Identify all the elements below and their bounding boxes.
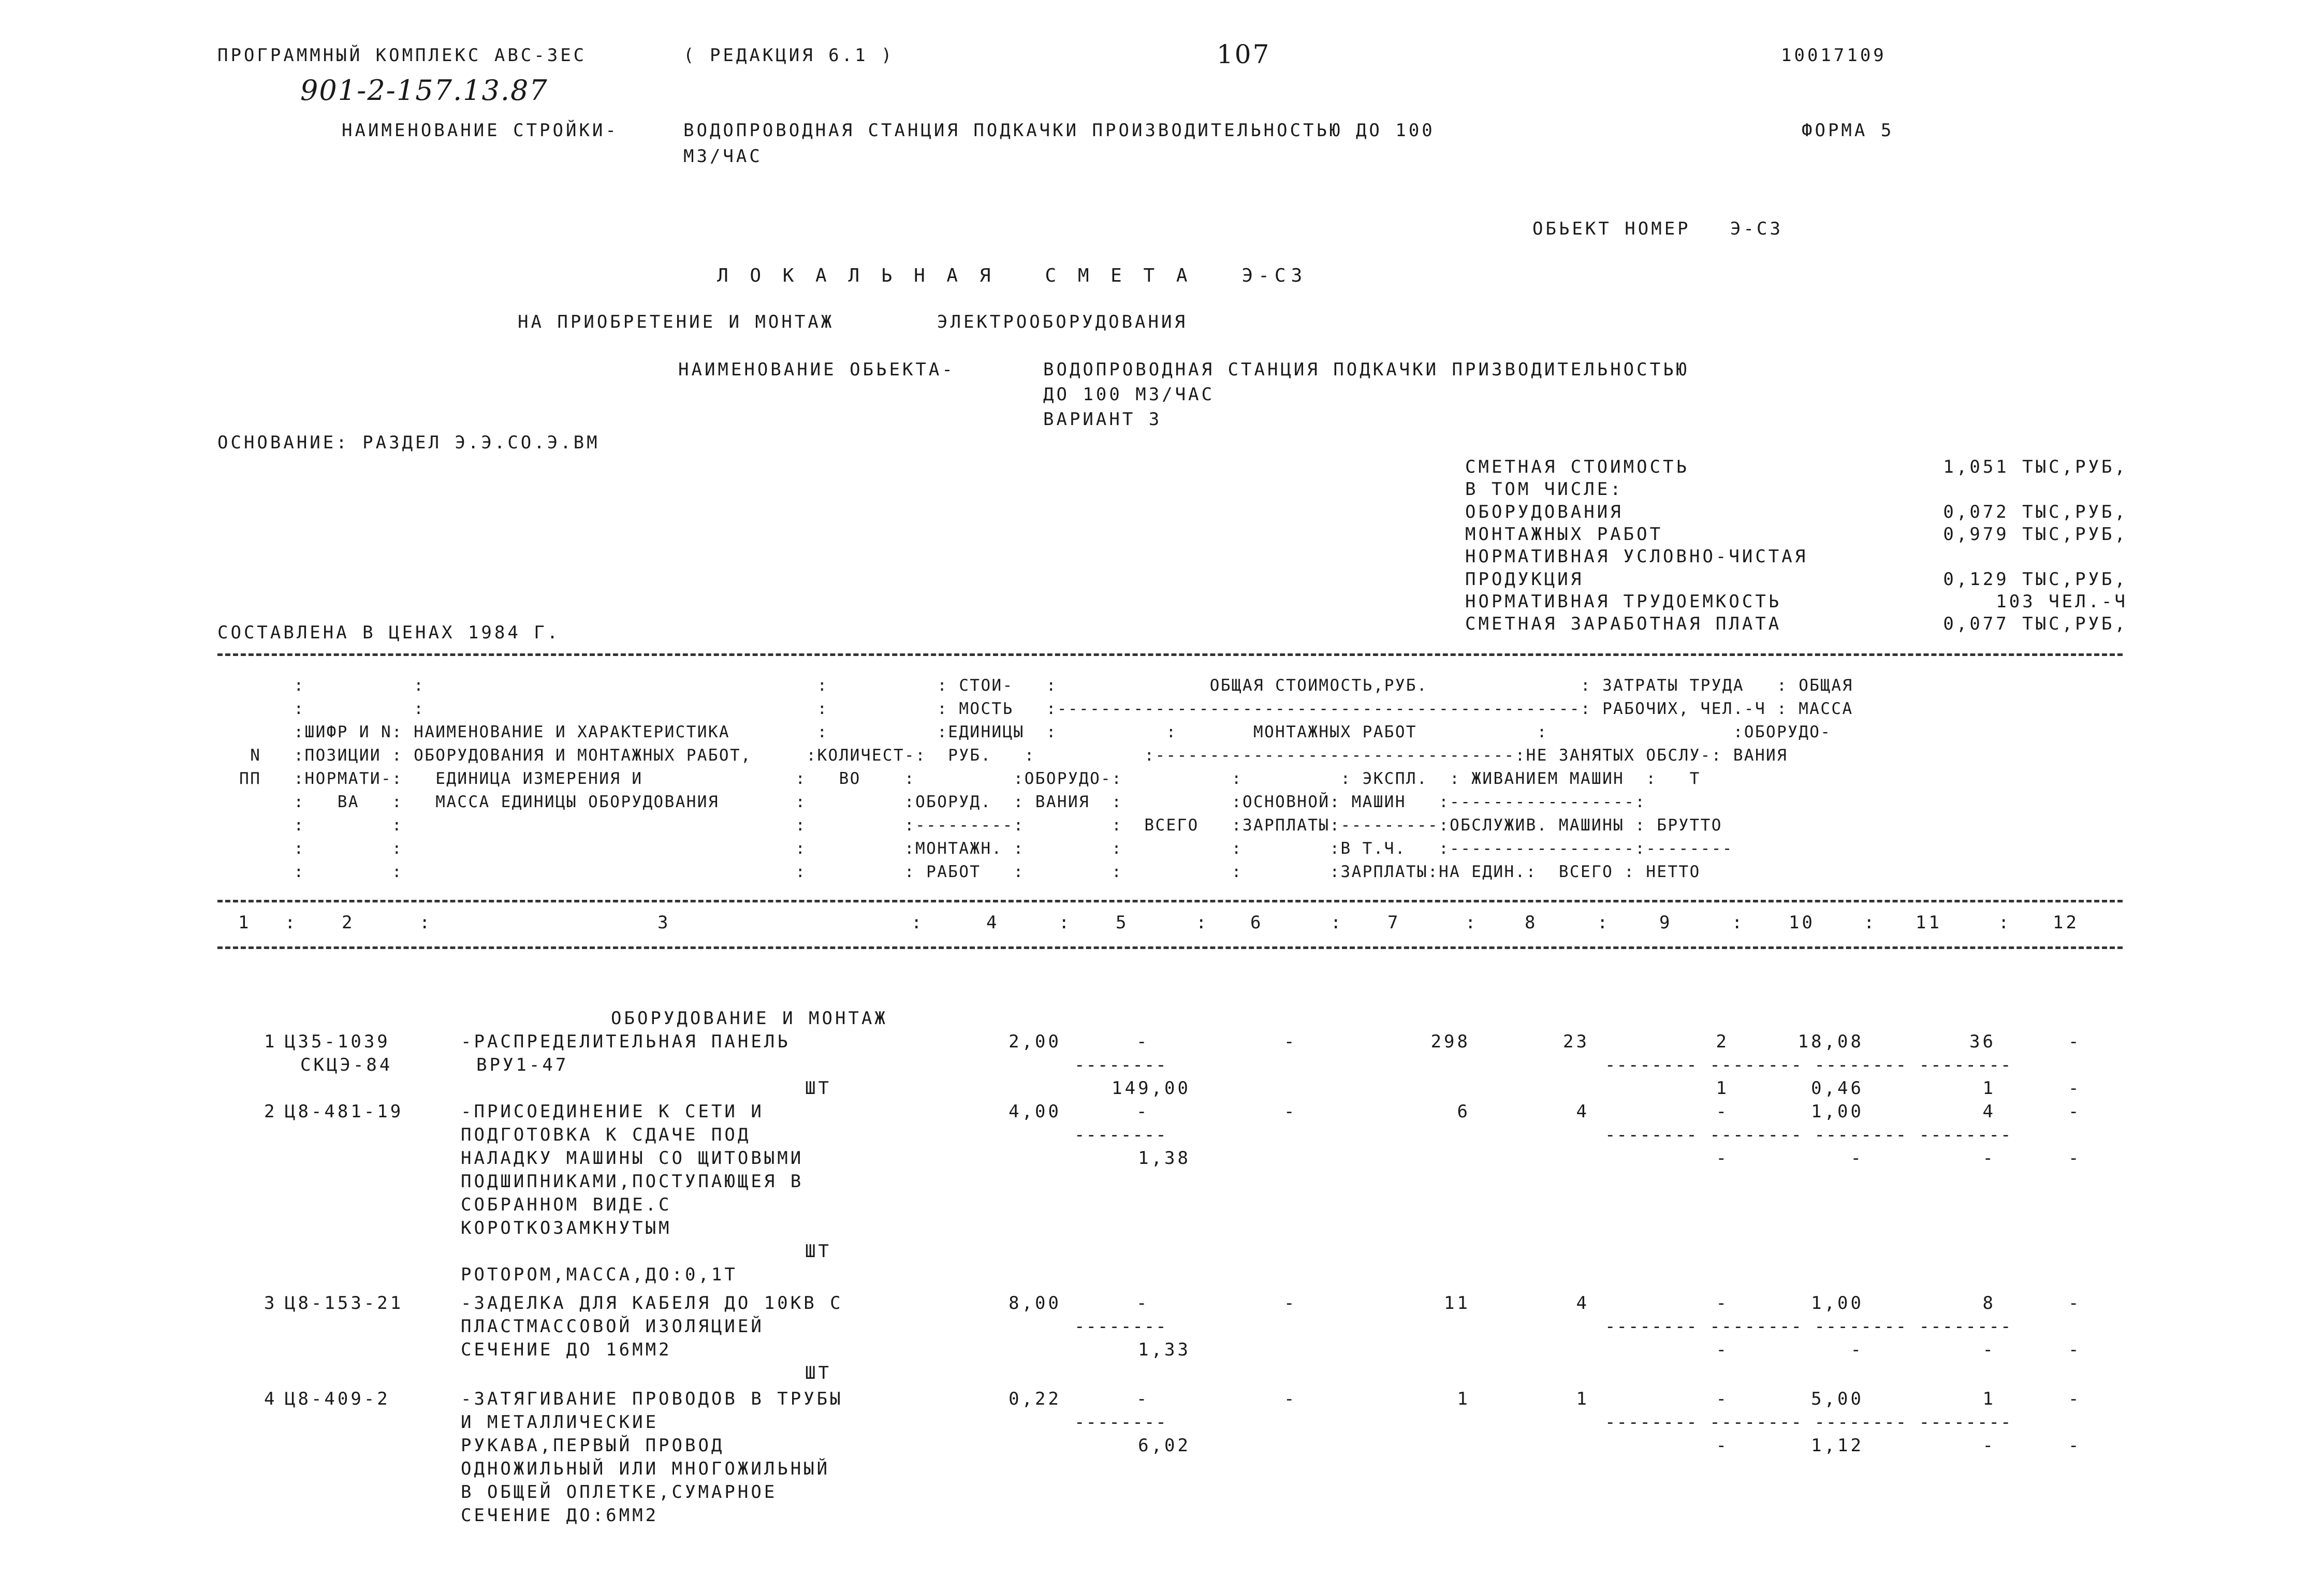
row-name-line: ОДНОЖИЛЬНЫЙ ИЛИ МНОГОЖИЛЬНЫЙ — [461, 1458, 830, 1479]
row-machine-wage: - — [1716, 1148, 1729, 1169]
row-code: Ц8-153-21 — [285, 1293, 404, 1314]
row-price-installation: 149,00 — [1112, 1078, 1191, 1099]
column-number: 1 — [238, 912, 252, 933]
row-name-line: -РАСПРЕДЕЛИТЕЛЬНАЯ ПАНЕЛЬ — [461, 1031, 791, 1052]
row-equipment-cost: - — [1284, 1101, 1297, 1122]
row-labor-total: 4 — [1982, 1101, 1996, 1122]
row-name-line: СЕЧЕНИЕ ДО 16ММ2 — [461, 1339, 672, 1360]
table-top-rule — [217, 653, 2123, 656]
row-name-line: ПЛАСТМАССОВОЙ ИЗОЛЯЦИЕЙ — [461, 1316, 764, 1337]
column-numbers-rule — [217, 946, 2123, 949]
row-machine-cost: - — [1716, 1389, 1729, 1409]
cell-divider: -------- — [1074, 1055, 1167, 1075]
row-total: 6 — [1457, 1101, 1470, 1122]
row-machine-labor-total: 1 — [1982, 1078, 1996, 1099]
row-machine-wage: - — [1716, 1339, 1729, 1360]
cell-divider: -------- -------- -------- -------- — [1605, 1316, 2012, 1337]
column-number: 5 — [1116, 912, 1129, 933]
row-mass-net: - — [2068, 1078, 2082, 1099]
summary-label: НОРМАТИВНАЯ УСЛОВНО-ЧИСТАЯ — [1465, 546, 1808, 567]
row-labor-total: 8 — [1982, 1293, 1996, 1314]
row-machine-labor-total: - — [1982, 1339, 1996, 1360]
column-separator: : — [1998, 912, 2012, 933]
row-equipment-cost: - — [1284, 1031, 1297, 1052]
row-name-line: ПОДШИПНИКАМИ,ПОСТУПАЮЩЕЯ В — [461, 1171, 804, 1192]
row-name-line: ВРУ1-47 — [476, 1055, 569, 1075]
row-name-line: -ЗАТЯГИВАНИЕ ПРОВОДОВ В ТРУБЫ — [461, 1389, 843, 1409]
form-number: ФОРМА 5 — [1802, 120, 1894, 141]
row-name-line: РУКАВА,ПЕРВЫЙ ПРОВОД — [461, 1435, 725, 1456]
column-separator: : — [285, 912, 298, 933]
column-number: 12 — [2053, 912, 2079, 933]
row-unit: ШТ — [805, 1241, 831, 1262]
table-header — [217, 674, 1853, 884]
row-mass-gross: - — [2068, 1101, 2082, 1122]
header-line: ПП :НОРМАТИ-: ЕДИНИЦА ИЗМЕРЕНИЯ И : ВО : :ОБОРУДО-: : : ЭКСПЛ. : ЖИВАНИЕМ МАШИН : Т — [217, 769, 1701, 788]
row-mass-net: - — [2068, 1148, 2082, 1169]
subtitle-type: ЭЛЕКТРООБОРУДОВАНИЯ — [937, 312, 1188, 332]
header-line: : : : : МОСТЬ :------------------------------------------------: РАБОЧИХ, ЧЕЛ.-Ч : МАССА — [217, 699, 1853, 718]
row-machine-cost: - — [1716, 1101, 1729, 1122]
column-separator: : — [911, 912, 925, 933]
subtitle-purpose: НА ПРИОБРЕТЕНИЕ И МОНТАЖ — [518, 312, 835, 332]
column-separator: : — [1059, 912, 1072, 933]
row-code: Ц35-1039 — [285, 1031, 390, 1052]
row-price-installation: 6,02 — [1138, 1435, 1191, 1456]
column-separator: : — [1597, 912, 1611, 933]
cell-divider: -------- — [1074, 1125, 1167, 1145]
estimate-title: Л О К А Л Ь Н А Я С М Е Т А Э-С3 — [717, 265, 1308, 286]
row-total: 298 — [1430, 1031, 1470, 1052]
summary-label: СМЕТНАЯ ЗАРАБОТНАЯ ПЛАТА — [1465, 614, 1782, 634]
row-mass-gross: - — [2068, 1293, 2082, 1314]
summary-label: ПРОДУКЦИЯ — [1465, 569, 1584, 590]
object-name-3: ВАРИАНТ 3 — [1043, 409, 1162, 430]
column-separator: : — [1196, 912, 1209, 933]
row-mass-net: - — [2068, 1435, 2082, 1456]
row-machine-labor-unit: - — [1850, 1148, 1864, 1169]
row-mass-gross: - — [2068, 1031, 2082, 1052]
summary-value: 0,077 ТЫС,РУБ, — [1943, 614, 2128, 634]
header-line: : : : :МОНТАЖН. : : : :В Т.Ч. :-----------------:-------- — [217, 839, 1733, 858]
row-name-line: СОБРАННОМ ВИДЕ.С — [461, 1194, 672, 1215]
row-base-wage: 23 — [1563, 1031, 1589, 1052]
summary-label: МОНТАЖНЫХ РАБОТ — [1465, 524, 1663, 545]
row-machine-labor-total: - — [1982, 1148, 1996, 1169]
row-code-2: СКЦЭ-84 — [300, 1055, 393, 1075]
page-number: 107 — [1217, 39, 1271, 69]
row-name-line: -ПРИСОЕДИНЕНИЕ К СЕТИ И — [461, 1101, 764, 1122]
column-number: 4 — [986, 912, 1000, 933]
section-title: ОБОРУДОВАНИЕ И МОНТАЖ — [611, 1008, 888, 1029]
summary-value: 103 ЧЕЛ.-Ч — [1996, 591, 2128, 612]
row-labor-unit: 1,00 — [1811, 1293, 1864, 1314]
construction-name-2: М3/ЧАС — [683, 146, 763, 167]
header-line: : : : : СТОИ- : ОБЩАЯ СТОИМОСТЬ,РУБ. : ЗАТРАТЫ ТРУДА : ОБЩАЯ — [217, 676, 1853, 695]
row-machine-labor-unit: 0,46 — [1811, 1078, 1864, 1099]
row-machine-cost: 2 — [1716, 1031, 1729, 1052]
row-price-installation: 1,33 — [1138, 1339, 1191, 1360]
row-labor-total: 36 — [1969, 1031, 1996, 1052]
row-total: 11 — [1444, 1293, 1470, 1314]
column-number: 11 — [1916, 912, 1942, 933]
row-unit: ШТ — [805, 1363, 831, 1383]
row-name-line: РОТОРОМ,МАССА,ДО:0,1Т — [461, 1264, 738, 1285]
summary-value: 1,051 ТЫС,РУБ, — [1943, 457, 2128, 477]
row-price-equipment: - — [1136, 1293, 1150, 1314]
row-quantity: 2,00 — [1008, 1031, 1061, 1052]
object-label: НАИМЕНОВАНИЕ ОБЬЕКТА- — [678, 359, 955, 380]
row-code: Ц8-409-2 — [285, 1389, 390, 1409]
header-bottom-rule — [217, 900, 2123, 902]
row-labor-total: 1 — [1982, 1389, 1996, 1409]
summary-label: СМЕТНАЯ СТОИМОСТЬ — [1465, 457, 1689, 477]
program-name: ПРОГРАММНЫЙ КОМПЛЕКС АВС-ЗЕС — [217, 45, 587, 66]
row-quantity: 4,00 — [1008, 1101, 1061, 1122]
basis-line: ОСНОВАНИЕ: РАЗДЕЛ Э.Э.СО.Э.ВМ — [217, 432, 600, 453]
column-number: 2 — [342, 912, 355, 933]
row-number: 4 — [264, 1389, 277, 1409]
row-mass-gross: - — [2068, 1389, 2082, 1409]
row-name-line: КОРОТКОЗАМКНУТЫМ — [461, 1218, 672, 1238]
row-price-equipment: - — [1136, 1101, 1150, 1122]
cell-divider: -------- -------- -------- -------- — [1605, 1412, 2012, 1433]
row-equipment-cost: - — [1284, 1389, 1297, 1409]
row-machine-labor-total: - — [1982, 1435, 1996, 1456]
construction-label: НАИМЕНОВАНИЕ СТРОЙКИ- — [342, 120, 619, 141]
row-name-line: НАЛАДКУ МАШИНЫ СО ЩИТОВЫМИ — [461, 1148, 804, 1169]
summary-value: 0,979 ТЫС,РУБ, — [1943, 524, 2128, 545]
header-line: :ШИФР И N: НАИМЕНОВАНИЕ И ХАРАКТЕРИСТИКА : :ЕДИНИЦЫ : : МОНТАЖНЫХ РАБОТ : :ОБОРУДО- — [217, 723, 1832, 741]
cell-divider: -------- — [1074, 1316, 1167, 1337]
row-name-line: И МЕТАЛЛИЧЕСКИЕ — [461, 1412, 659, 1433]
row-price-installation: 1,38 — [1138, 1148, 1191, 1169]
row-name-line: -ЗАДЕЛКА ДЛЯ КАБЕЛЯ ДО 10КВ С — [461, 1293, 843, 1314]
column-number: 3 — [657, 912, 671, 933]
header-line: : : : : РАБОТ : : : :ЗАРПЛАТЫ:НА ЕДИН.: ВСЕГО : НЕТТО — [217, 863, 1701, 881]
column-separator: : — [1331, 912, 1344, 933]
row-machine-cost: - — [1716, 1293, 1729, 1314]
summary-label: НОРМАТИВНАЯ ТРУДОЕМКОСТЬ — [1465, 591, 1782, 612]
document-code: 10017109 — [1781, 45, 1887, 66]
column-separator: : — [1732, 912, 1745, 933]
row-total: 1 — [1457, 1389, 1470, 1409]
row-base-wage: 4 — [1576, 1293, 1589, 1314]
column-number: 7 — [1387, 912, 1401, 933]
column-number: 6 — [1250, 912, 1264, 933]
column-number: 9 — [1659, 912, 1673, 933]
row-machine-wage: 1 — [1716, 1078, 1729, 1099]
column-number: 8 — [1525, 912, 1538, 933]
edition: ( РЕДАКЦИЯ 6.1 ) — [683, 45, 895, 66]
summary-label: В ТОМ ЧИСЛЕ: — [1465, 479, 1624, 500]
row-base-wage: 4 — [1576, 1101, 1589, 1122]
row-labor-unit: 18,08 — [1797, 1031, 1864, 1052]
row-unit: ШТ — [805, 1078, 831, 1099]
cell-divider: -------- -------- -------- -------- — [1605, 1125, 2012, 1145]
column-separator: : — [419, 912, 433, 933]
row-machine-labor-unit: 1,12 — [1811, 1435, 1864, 1456]
row-number: 1 — [264, 1031, 277, 1052]
row-labor-unit: 5,00 — [1811, 1389, 1864, 1409]
summary-value: 0,072 ТЫС,РУБ, — [1943, 502, 2128, 522]
row-name-line: СЕЧЕНИЕ ДО:6ММ2 — [461, 1505, 659, 1526]
row-name-line: ПОДГОТОВКА К СДАЧЕ ПОД — [461, 1125, 751, 1145]
object-number: ОБЬЕКТ НОМЕР Э-С3 — [1532, 218, 1783, 239]
column-number: 10 — [1789, 912, 1815, 933]
summary-value: 0,129 ТЫС,РУБ, — [1943, 569, 2128, 590]
header-line: N :ПОЗИЦИИ : ОБОРУДОВАНИЯ И МОНТАЖНЫХ РАБОТ, :КОЛИЧЕСТ-: РУБ. : :---------------------------------:НЕ ЗАНЯТЫХ ОБСЛУ-: ВАНИЯ — [217, 746, 1788, 765]
row-code: Ц8-481-19 — [285, 1101, 404, 1122]
object-name-2: ДО 100 М3/ЧАС — [1043, 384, 1215, 405]
row-machine-wage: - — [1716, 1435, 1729, 1456]
column-separator: : — [1864, 912, 1877, 933]
row-machine-labor-unit: - — [1850, 1339, 1864, 1360]
cell-divider: -------- -------- -------- -------- — [1605, 1055, 2012, 1075]
column-separator: : — [1465, 912, 1479, 933]
row-mass-net: - — [2068, 1339, 2082, 1360]
cell-divider: -------- — [1074, 1412, 1167, 1433]
row-labor-unit: 1,00 — [1811, 1101, 1864, 1122]
row-number: 3 — [264, 1293, 277, 1314]
header-line: : ВА : МАССА ЕДИНИЦЫ ОБОРУДОВАНИЯ : :ОБОРУД. : ВАНИЯ : :ОСНОВНОЙ: МАШИН :-----------------: — [217, 793, 1646, 811]
row-price-equipment: - — [1136, 1389, 1150, 1409]
header-line: : : : :---------: : ВСЕГО :ЗАРПЛАТЫ:---------:ОБСЛУЖИВ. МАШИНЫ : БРУТТО — [217, 816, 1722, 835]
construction-name-1: ВОДОПРОВОДНАЯ СТАНЦИЯ ПОДКАЧКИ ПРОИЗВОДИТЕЛЬНОСТЬЮ ДО 100 — [683, 120, 1435, 141]
object-name-1: ВОДОПРОВОДНАЯ СТАНЦИЯ ПОДКАЧКИ ПРИЗВОДИТЕЛЬНОСТЬЮ — [1043, 359, 1690, 380]
row-price-equipment: - — [1136, 1031, 1150, 1052]
row-equipment-cost: - — [1284, 1293, 1297, 1314]
handwritten-project-number: 901-2-157.13.87 — [300, 74, 548, 107]
row-name-line: В ОБЩЕЙ ОПЛЕТКЕ,СУМАРНОЕ — [461, 1482, 778, 1503]
row-base-wage: 1 — [1576, 1389, 1589, 1409]
prices-year-line: СОСТАВЛЕНА В ЦЕНАХ 1984 Г. — [217, 622, 561, 643]
row-quantity: 0,22 — [1008, 1389, 1061, 1409]
row-quantity: 8,00 — [1008, 1293, 1061, 1314]
row-number: 2 — [264, 1101, 277, 1122]
summary-label: ОБОРУДОВАНИЯ — [1465, 502, 1624, 522]
